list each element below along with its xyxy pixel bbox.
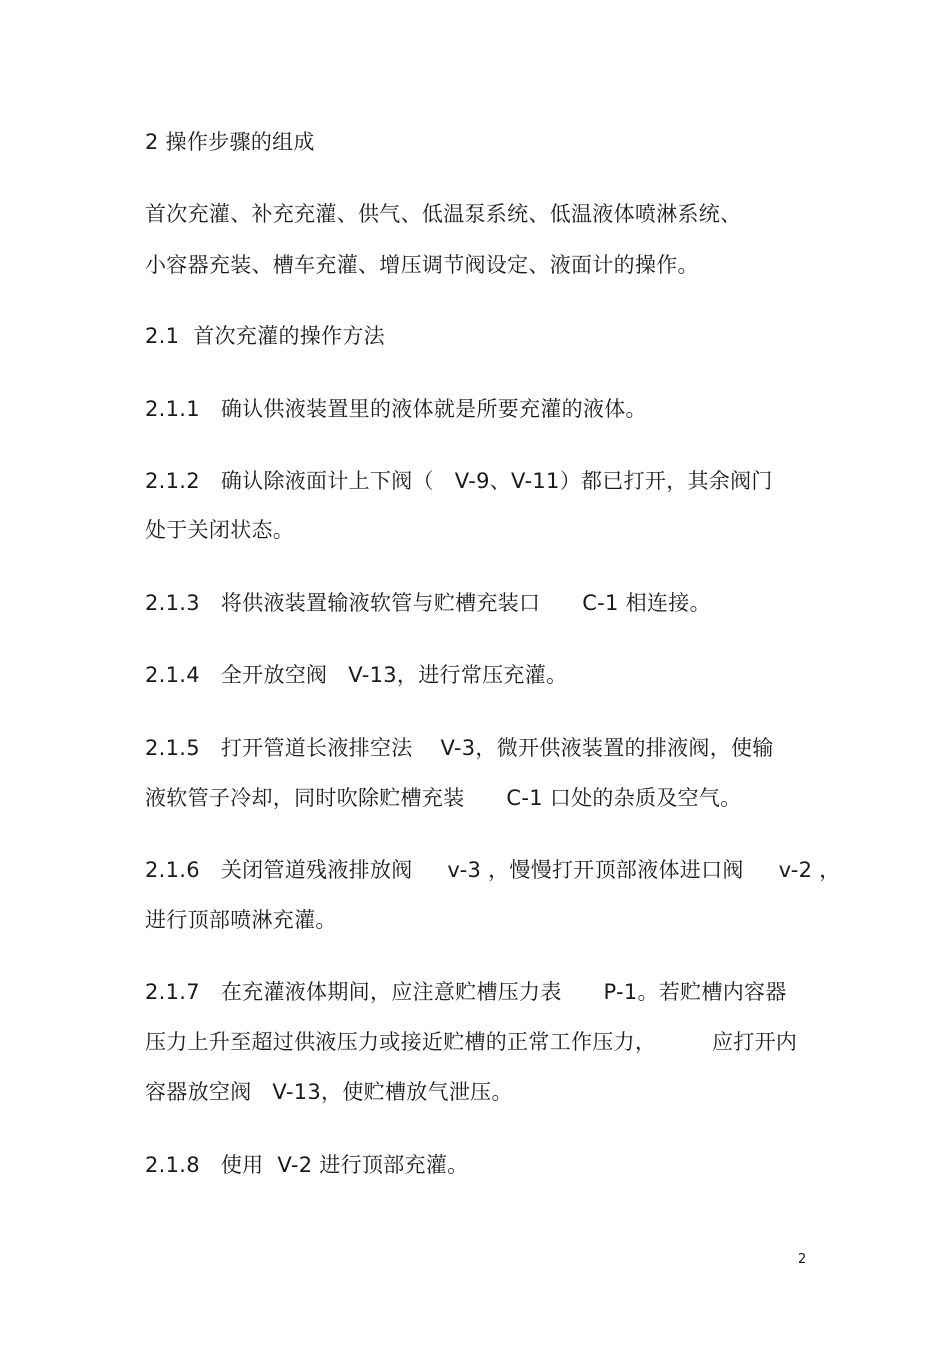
page-number: 2 (798, 1252, 807, 1267)
step-line: 2.1.1 确认供液装置里的液体就是所要充灌的液体。 (145, 397, 647, 421)
section-heading: 2 操作步骤的组成 (145, 130, 315, 154)
step-line: 2.1.7 在充灌液体期间，应注意贮槽压力表 P-1。若贮槽内容器 (145, 980, 787, 1004)
paragraph-line: 首次充灌、补充充灌、供气、低温泵系统、低温液体喷淋系统、 (145, 202, 742, 226)
step-line: 2.1.8 使用 V-2 进行顶部充灌。 (145, 1153, 469, 1177)
step-line: 2.1.4 全开放空阀 V-13，进行常压充灌。 (145, 663, 568, 687)
paragraph-line: 小容器充装、槽车充灌、增压调节阀设定、液面计的操作。 (145, 253, 699, 277)
step-line: 进行顶部喷淋充灌。 (145, 908, 337, 932)
step-line: 容器放空阀 V-13，使贮槽放气泄压。 (145, 1080, 513, 1104)
step-line: 处于关闭状态。 (145, 518, 295, 542)
step-line: 2.1.5 打开管道长液排空法 V-3，微开供液装置的排液阀，使输 (145, 736, 774, 760)
subsection-heading: 2.1 首次充灌的操作方法 (145, 324, 385, 348)
step-line: 2.1.6 关闭管道残液排放阀 v-3 ，慢慢打开顶部液体进口阀 v-2 ， (145, 858, 841, 882)
step-line: 液软管子冷却，同时吹除贮槽充装 C-1 口处的杂质及空气。 (145, 786, 742, 810)
step-line: 压力上升至超过供液压力或接近贮槽的正常工作压力， 应打开内 (145, 1030, 798, 1054)
step-line: 2.1.3 将供液装置输液软管与贮槽充装口 C-1 相连接。 (145, 591, 711, 615)
step-line: 2.1.2 确认除液面计上下阀（ V-9、V-11）都已打开，其余阀门 (145, 469, 773, 493)
